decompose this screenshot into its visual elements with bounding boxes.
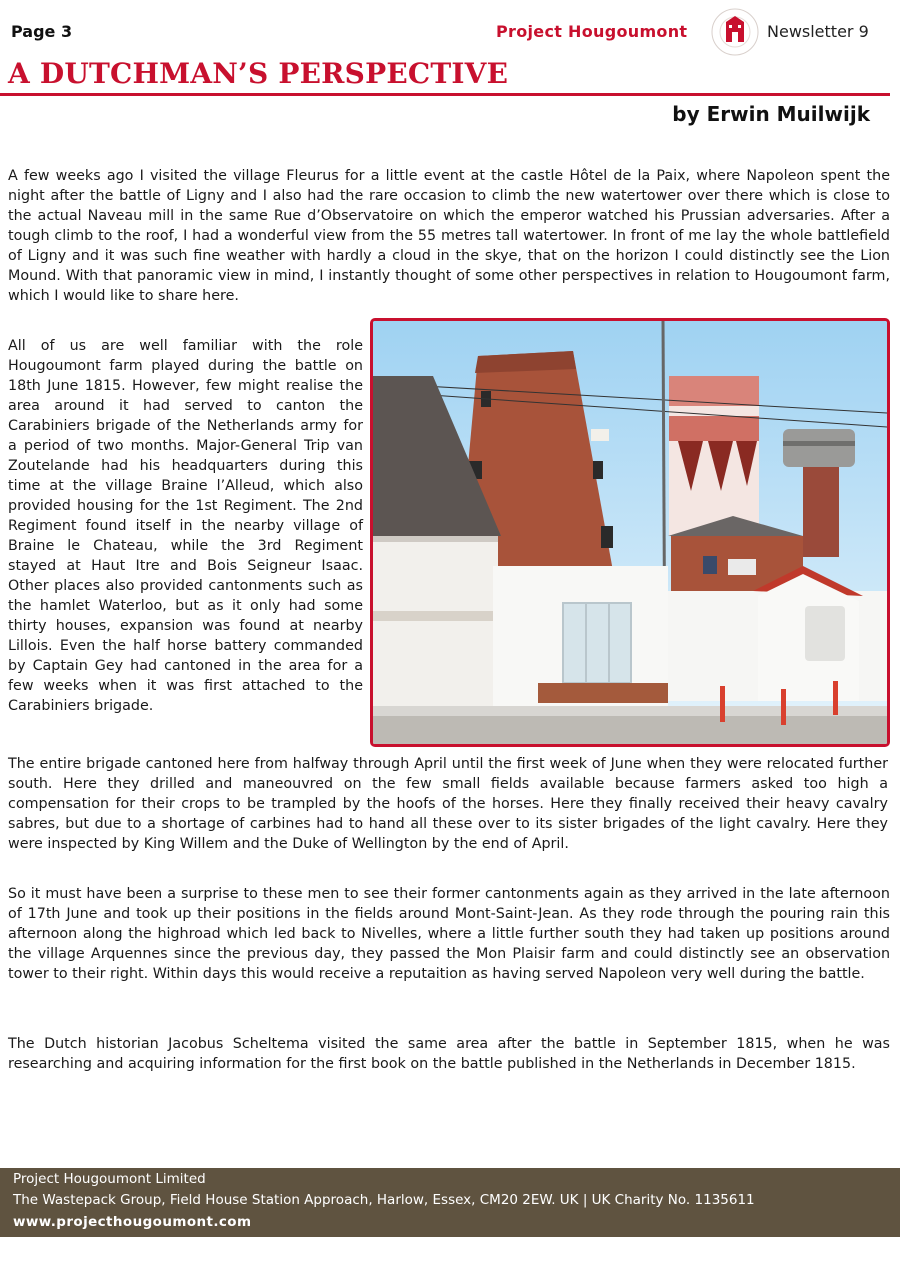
page-label: Page 3 — [11, 22, 73, 41]
title-rule — [0, 93, 890, 96]
article-title: A DUTCHMAN’S PERSPECTIVE — [8, 57, 509, 90]
footer-address: The Wastepack Group, Field House Station Approach, Harlow, Essex, CM20 2EW. UK | UK Charity No. 1135611 — [13, 1192, 755, 1208]
article-paragraph: The Dutch historian Jacobus Scheltema visited the same area after the battle in September 1815, when he was researching and acquiring information for the first book on the battle published in the Netherlands in December 1815. — [8, 1036, 890, 1072]
article-paragraph: A few weeks ago I visited the village Fleurus for a little event at the castle Hôtel de la Paix, where Napoleon spent the night after the battle of Ligny and I also had the rare occasion to climb the new watertower over there which is close to the actual Naveau mill in the same Rue d’Observatoire on which the emperor watched his Prussian adversaries. After a tough climb to the roof, I had a wonderful view from the 55 metres tall watertower. In front of me lay the whole battlefield of Ligny and it was such fine weather with hardly a cloud in the skye, that on the horizon I could distinctly see the Lion Mound. With that panoramic view in mind, I instantly thought of some other perspectives in relation to Hougoumont farm, which I would like to share here. — [8, 168, 890, 304]
project-name: Project Hougoumont — [496, 22, 688, 41]
newsletter-label: Newsletter 9 — [767, 22, 869, 41]
article-paragraph: So it must have been a surprise to these men to see their former cantonments again as they arrived in the late afternoon of 17th June and took up their positions in the fields around Mont-Saint-Jean. As they rode through the pouring rain this afternoon along the highroad which led back to Nivelles, where a little further south they had taken up positions around the village Arquennes since the previous day, they passed the Mon Plaisir farm and could distinctly see an observation tower to their right. Within days this would receive a reputaition as having served Napoleon very well during the battle. — [8, 886, 890, 982]
article-byline: by Erwin Muilwijk — [672, 102, 870, 126]
footer-website-link[interactable]: www.projecthougoumont.com — [13, 1214, 252, 1230]
article-paragraph: All of us are well familiar with the role Hougoumont farm played during the battle on 18th June 1815. However, few might realise the area around it had served to canton the Carabiniers brigade of the Netherlands army for a period of two months. Major-General Trip van Zoutelande had his headquarters during this time at the village Braine l’Alleud, which also provided housing for the 1st Regiment. The 2nd Regiment found itself in the nearby village of Braine le Chateau, while the 3rd Regiment stayed at Haut Itre and Bois Seigneur Isaac. Other places also provided cantonments such as the hamlet Waterloo, but as it only had some thirty houses, expansion was found at nearby Lillois. Even the half horse battery commanded by Captain Gey had cantoned in the area for a few weeks when it was first attached to the Carabiniers brigade. — [8, 338, 363, 714]
footer-company: Project Hougoumont Limited — [13, 1171, 206, 1187]
article-paragraph: The entire brigade cantoned here from halfway through April until the first week of June when they were relocated further south. Here they drilled and maneouvred on the few small fields available because farmers asked too high a compensation for their crops to be trampled by the hoofs of the horses. Here they finally received their heavy cavalry sabres, but due to a shortage of carbines had to hand all these over to its sister brigades of the light cavalry. Here they were inspected by King Willem and the Duke of Wellington by the end of April. — [8, 756, 888, 852]
windmill-watertower-photo-icon — [373, 321, 887, 744]
project-seal-icon — [711, 8, 759, 56]
article-photo — [370, 318, 890, 747]
page-footer — [0, 1168, 900, 1237]
